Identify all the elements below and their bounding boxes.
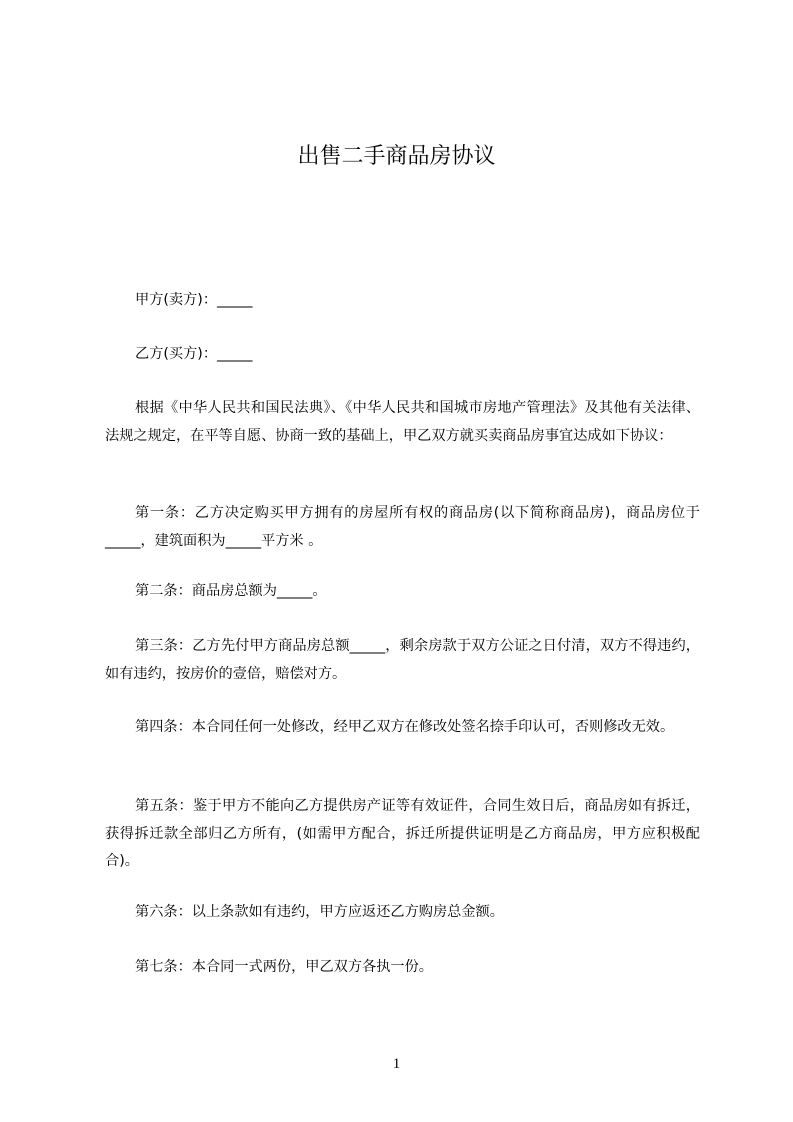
article-4-paragraph: 第四条：本合同任何一处修改，经甲乙双方在修改处签名捺手印认可，否则修改无效。 bbox=[135, 719, 675, 735]
buyer-line: 乙方(买方)：_____ bbox=[135, 346, 253, 362]
article-1-paragraph: 第一条：乙方决定购买甲方拥有的房屋所有权的商品房(以下简称商品房)，商品房位于_____，建筑面积为_____平方米 。 bbox=[105, 505, 700, 549]
page-number: 1 bbox=[392, 1056, 401, 1072]
preamble-paragraph: 根据《中华人民共和国民法典》、《中华人民共和国城市房地产管理法》及其他有关法律、法规之规定，在平等自愿、协商一致的基础上，甲乙双方就买卖商品房事宜达成如下协议： bbox=[105, 400, 700, 444]
article-2-paragraph: 第二条：商品房总额为_____。 bbox=[135, 583, 327, 599]
article-3-paragraph: 第三条：乙方先付甲方商品房总额_____，剩余房款于双方公证之日付清，双方不得违约，如有违约，按房价的壹倍，赔偿对方。 bbox=[105, 638, 700, 682]
document-title: 出售二手商品房协议 bbox=[297, 144, 496, 169]
article-6-paragraph: 第六条：以上条款如有违约，甲方应返还乙方购房总金额。 bbox=[135, 904, 504, 920]
article-5-paragraph: 第五条：鉴于甲方不能向乙方提供房产证等有效证件，合同生效日后，商品房如有拆迁，获得拆迁款全部归乙方所有，(如需甲方配合，拆迁所提供证明是乙方商品房，甲方应积极配合)。 bbox=[105, 798, 700, 869]
seller-line: 甲方(卖方)：_____ bbox=[135, 292, 253, 308]
article-7-paragraph: 第七条：本合同一式两份，甲乙双方各执一份。 bbox=[135, 959, 433, 975]
